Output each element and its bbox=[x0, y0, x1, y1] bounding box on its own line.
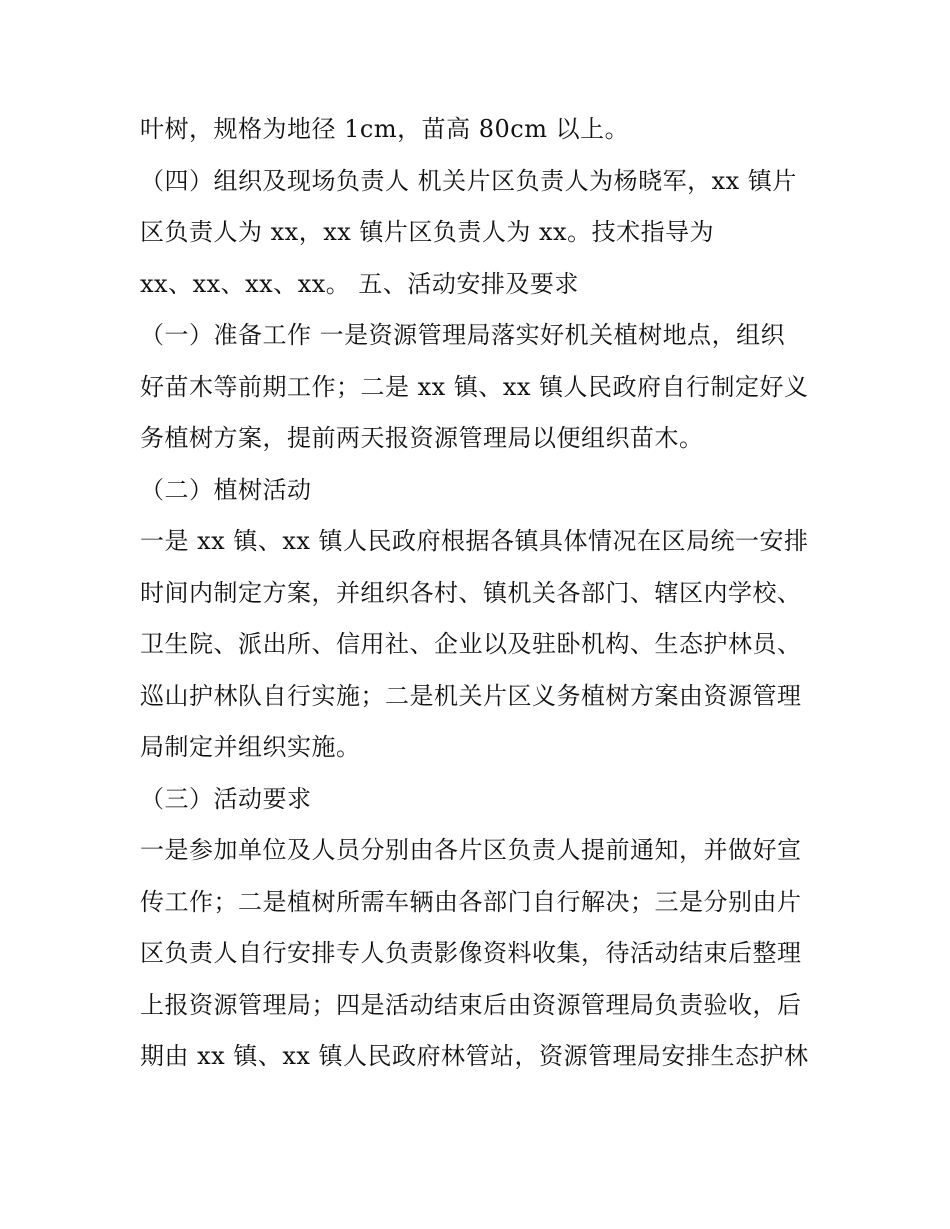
text-line: xx、xx、xx、xx。 五、活动安排及要求 bbox=[140, 269, 579, 298]
section-heading: （三）活动要求 bbox=[140, 784, 312, 813]
text-line: 上报资源管理局；四是活动结束后由资源管理局负责验收，后 bbox=[140, 990, 802, 1019]
text-line: 区负责人自行安排专人负责影像资料收集，待活动结束后整理 bbox=[140, 939, 802, 967]
text-line: 时间内制定方案，并组织各村、镇机关各部门、辖区内学校、 bbox=[140, 578, 802, 607]
text-line: 叶树，规格为地径 1cm，苗高 80cm 以上。 bbox=[140, 115, 630, 143]
text-line: 传工作；二是植树所需车辆由各部门自行解决；三是分别由片 bbox=[140, 887, 802, 916]
text-line: 卫生院、派出所、信用社、企业以及驻卧机构、生态护林员、 bbox=[140, 630, 802, 658]
text-line: 一是参加单位及人员分别由各片区负责人提前通知，并做好宣 bbox=[140, 836, 802, 864]
section-heading: （二）植树活动 bbox=[140, 475, 312, 504]
text-line: 好苗木等前期工作；二是 xx 镇、xx 镇人民政府自行制定好义 bbox=[140, 372, 809, 401]
text-line: 区负责人为 xx，xx 镇片区负责人为 xx。技术指导为 bbox=[140, 218, 715, 246]
text-line: 巡山护林队自行实施；二是机关片区义务植树方案由资源管理 bbox=[140, 681, 802, 710]
document-body bbox=[140, 104, 820, 1083]
text-line: 务植树方案，提前两天报资源管理局以便组织苗木。 bbox=[140, 424, 704, 452]
text-line: 局制定并组织实施。 bbox=[140, 733, 361, 761]
text-line: （一）准备工作 一是资源管理局落实好机关植树地点，组织 bbox=[140, 321, 786, 349]
text-line: （四）组织及现场负责人 机关片区负责人为杨晓军，xx 镇片 bbox=[140, 166, 797, 195]
text-line: 一是 xx 镇、xx 镇人民政府根据各镇具体情况在区局统一安排 bbox=[140, 527, 809, 555]
text-line: 期由 xx 镇、xx 镇人民政府林管站，资源管理局安排生态护林 bbox=[140, 1042, 809, 1070]
